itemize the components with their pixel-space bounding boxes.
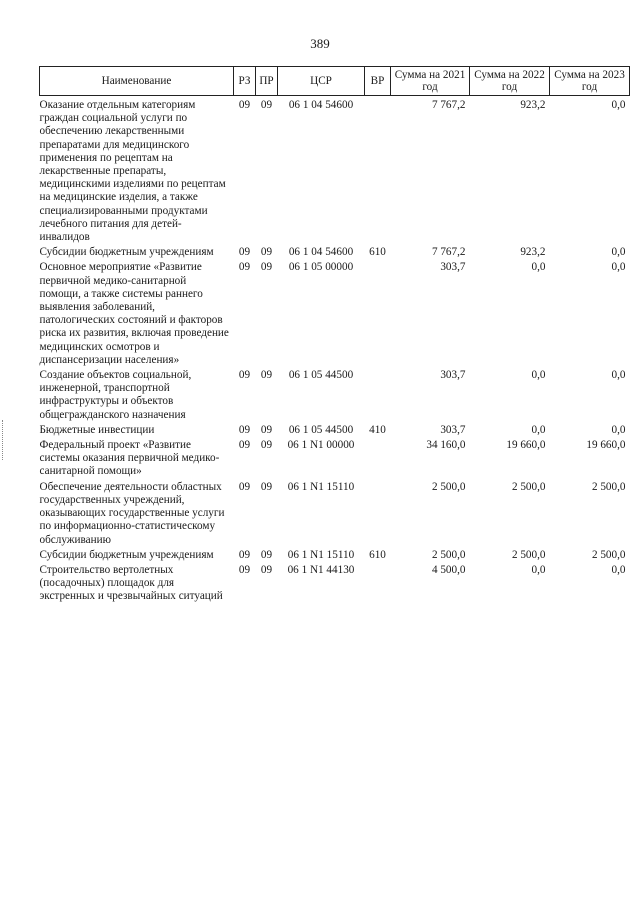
- row-sum-2021: 7 767,2: [431, 246, 466, 259]
- row-pr: 09: [260, 423, 273, 436]
- row-csr: 06 1 N1 15110: [287, 480, 355, 493]
- scan-edge-mark: [2, 420, 6, 460]
- row-rz: 09: [238, 548, 251, 561]
- row-csr: 06 1 N1 44130: [287, 563, 355, 576]
- row-csr: 06 1 05 44500: [288, 369, 354, 382]
- row-name: Оказание отдельным категориям граждан социальной услуги по обеспечению лекарственными препаратами для медицинского применения по рецептам на лекарственные препараты, медицинскими изделиями по рецептам на медицинские изделия, а также специализированными продуктами лечебного питания для детей-инвалидов: [39, 99, 226, 244]
- row-sum-2022: 19 660,0: [506, 439, 546, 452]
- row-sum-2021: 2 500,0: [431, 548, 466, 561]
- row-sum-2021: 303,7: [440, 369, 466, 382]
- row-sum-2022: 0,0: [531, 563, 546, 576]
- row-rz: 09: [238, 99, 251, 111]
- row-sum-2021: 7 767,2: [431, 99, 466, 111]
- row-vr: 410: [369, 423, 386, 436]
- row-sum-2023: 0,0: [611, 563, 626, 576]
- row-name: Обеспечение деятельности областных государственных учреждений, оказывающих государственные услуги по информационно-статистическому обслуживанию: [39, 480, 225, 546]
- row-sum-2022: 2 500,0: [511, 548, 546, 561]
- row-sum-2023: 0,0: [611, 99, 626, 111]
- row-csr: 06 1 N1 00000: [287, 439, 355, 452]
- row-rz: 09: [238, 246, 251, 259]
- row-name: Субсидии бюджетным учреждениям: [39, 548, 214, 561]
- row-vr: [365, 439, 391, 481]
- table-body: [40, 96, 630, 606]
- row-sum-2022: 0,0: [531, 369, 546, 382]
- row-pr: 09: [260, 99, 273, 111]
- row-pr: 09: [260, 246, 273, 259]
- row-sum-2023: 0,0: [611, 369, 626, 382]
- header-sum-2021: Сумма на 2021 год: [391, 67, 470, 96]
- header-sum-2023: Сумма на 2023 год: [550, 67, 630, 96]
- row-pr: 09: [260, 439, 273, 452]
- table-row: [40, 246, 630, 261]
- row-sum-2023: 0,0: [611, 246, 626, 259]
- row-vr: [365, 261, 391, 369]
- row-vr: 610: [369, 548, 386, 561]
- row-sum-2021: 303,7: [440, 261, 466, 274]
- row-rz: 09: [238, 261, 251, 274]
- row-vr: [365, 564, 391, 606]
- row-vr: [365, 96, 391, 247]
- row-name: Создание объектов социальной, инженерной, транспортной инфраструктуры и объектов общегражданского назначения: [39, 369, 192, 421]
- row-sum-2022: 0,0: [531, 261, 546, 274]
- header-vr: ВР: [365, 67, 391, 96]
- table-row: [40, 424, 630, 439]
- row-pr: 09: [260, 563, 273, 576]
- header-csr: ЦСР: [278, 67, 365, 96]
- row-rz: 09: [238, 439, 251, 452]
- row-csr: 06 1 05 00000: [288, 261, 354, 274]
- table-row: [40, 481, 630, 549]
- row-name: Субсидии бюджетным учреждениям: [39, 246, 214, 259]
- row-name: Бюджетные инвестиции: [39, 423, 155, 436]
- row-sum-2022: 2 500,0: [511, 480, 546, 493]
- table-row: [40, 369, 630, 424]
- row-csr: 06 1 04 54600: [288, 246, 354, 259]
- row-sum-2021: 303,7: [440, 423, 466, 436]
- header-sum-2022: Сумма на 2022 год: [470, 67, 550, 96]
- row-csr: 06 1 04 54600: [288, 99, 354, 111]
- row-sum-2023: 19 660,0: [586, 439, 626, 452]
- row-sum-2023: 2 500,0: [591, 480, 626, 493]
- row-sum-2023: 0,0: [611, 423, 626, 436]
- table-row: [40, 564, 630, 606]
- row-name: Федеральный проект «Развитие системы оказания первичной медико-санитарной помощи»: [39, 439, 220, 478]
- row-sum-2022: 923,2: [520, 99, 546, 111]
- header-rz: РЗ: [234, 67, 256, 96]
- row-vr: [365, 481, 391, 549]
- row-pr: 09: [260, 548, 273, 561]
- row-name: Основное мероприятие «Развитие первичной медико-санитарной помощи, а также системы раннего выявления заболеваний, патологических состояний и факторов риска их развития, включая проведение медицинских осмотров и диспансеризации населения»: [39, 261, 229, 366]
- header-name: Наименование: [40, 67, 234, 96]
- row-rz: 09: [238, 369, 251, 382]
- row-vr: 610: [369, 246, 386, 259]
- row-sum-2022: 923,2: [520, 246, 546, 259]
- row-sum-2021: 4 500,0: [431, 563, 466, 576]
- row-pr: 09: [260, 369, 273, 382]
- budget-table: [39, 66, 630, 606]
- row-sum-2021: 2 500,0: [431, 480, 466, 493]
- row-sum-2021: 34 160,0: [426, 439, 466, 452]
- row-pr: 09: [260, 261, 273, 274]
- row-csr: 06 1 05 44500: [288, 423, 354, 436]
- table-row: [40, 261, 630, 369]
- table-row: [40, 439, 630, 481]
- row-name: Строительство вертолетных (посадочных) площадок для экстренных и чрезвычайных ситуаций: [39, 563, 223, 603]
- row-rz: 09: [238, 423, 251, 436]
- header-pr: ПР: [256, 67, 278, 96]
- row-rz: 09: [238, 563, 251, 576]
- table-row: [40, 549, 630, 564]
- row-sum-2022: 0,0: [531, 423, 546, 436]
- row-rz: 09: [238, 480, 251, 493]
- row-csr: 06 1 N1 15110: [287, 548, 355, 561]
- page-number: 389: [310, 36, 330, 51]
- row-sum-2023: 0,0: [611, 261, 626, 274]
- row-sum-2023: 2 500,0: [591, 548, 626, 561]
- table-row: [40, 96, 630, 247]
- row-vr: [365, 369, 391, 424]
- table-header-row: [40, 67, 630, 96]
- row-pr: 09: [260, 480, 273, 493]
